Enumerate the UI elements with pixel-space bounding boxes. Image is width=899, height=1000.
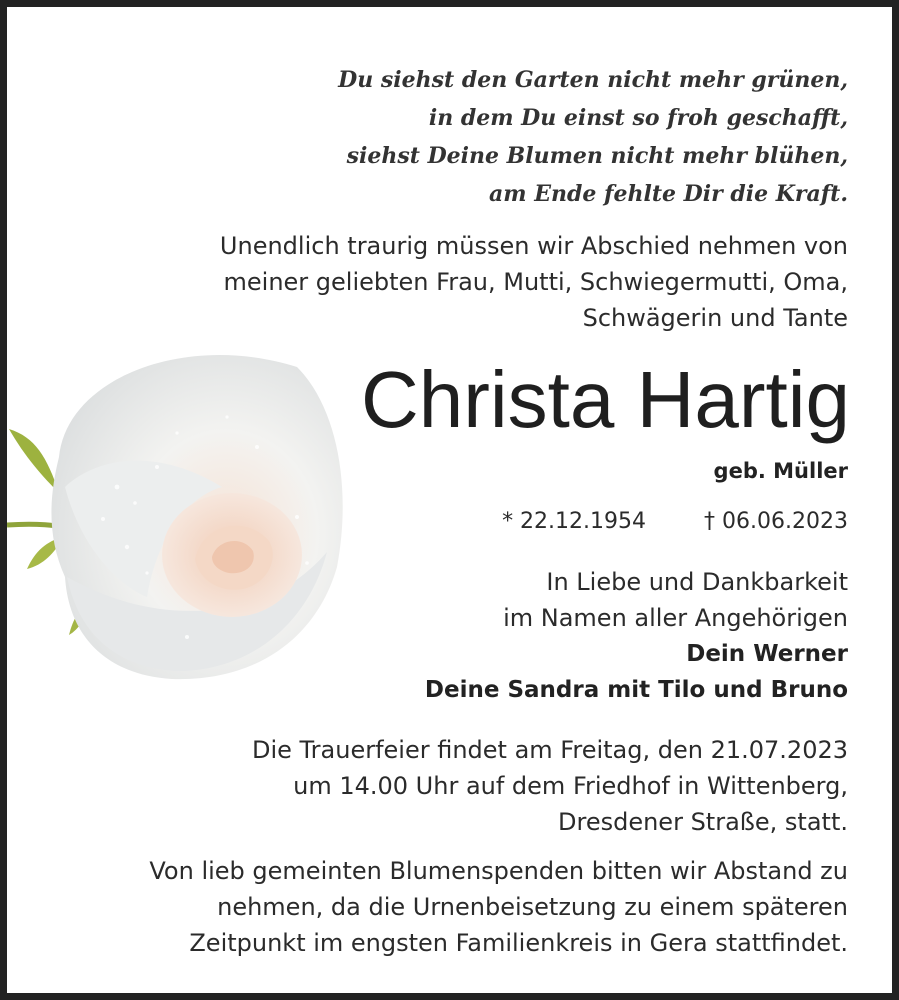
donation-line: nehmen, da die Urnenbeisetzung zu einem späteren [217, 893, 848, 921]
white-rose-icon [7, 337, 357, 687]
funeral-line: um 14.00 Uhr auf dem Friedhof in Wittenberg, [293, 772, 848, 800]
death-date: † 06.06.2023 [704, 509, 848, 534]
signoff-line: In Liebe und Dankbarkeit [546, 568, 848, 596]
funeral-info [252, 732, 848, 840]
poem-line: siehst Deine Blumen nicht mehr blühen, [346, 143, 848, 169]
intro-line: Schwägerin und Tante [582, 304, 848, 332]
funeral-line: Die Trauerfeier findet am Freitag, den 21.07.2023 [251, 736, 848, 764]
signer: Dein Werner [686, 641, 848, 667]
intro-line: Unendlich traurig müssen wir Abschied nehmen von [219, 232, 848, 260]
poem-line: in dem Du einst so froh geschafft, [428, 105, 848, 131]
life-dates [502, 504, 848, 540]
donation-note [149, 853, 848, 961]
intro-line: meiner geliebten Frau, Mutti, Schwiegermutti, Oma, [223, 268, 848, 296]
birth-date: * 22.12.1954 [502, 509, 647, 534]
intro-text [220, 228, 848, 336]
funeral-line: Dresdener Straße, statt. [558, 808, 848, 836]
poem-line: am Ende fehlte Dir die Kraft. [489, 181, 848, 207]
poem [338, 61, 848, 213]
signoff-line: im Namen aller Angehörigen [503, 604, 848, 632]
maiden-name: geb. Müller [713, 459, 848, 483]
signoff [425, 564, 848, 708]
deceased-name: Christa Hartig [360, 355, 850, 444]
poem-line: Du siehst den Garten nicht mehr grünen, [338, 67, 848, 93]
signer: Deine Sandra mit Tilo und Bruno [424, 677, 848, 703]
donation-line: Von lieb gemeinten Blumenspenden bitten wir Abstand zu [149, 857, 848, 885]
donation-line: Zeitpunkt im engsten Familienkreis in Gera stattfindet. [189, 929, 848, 957]
